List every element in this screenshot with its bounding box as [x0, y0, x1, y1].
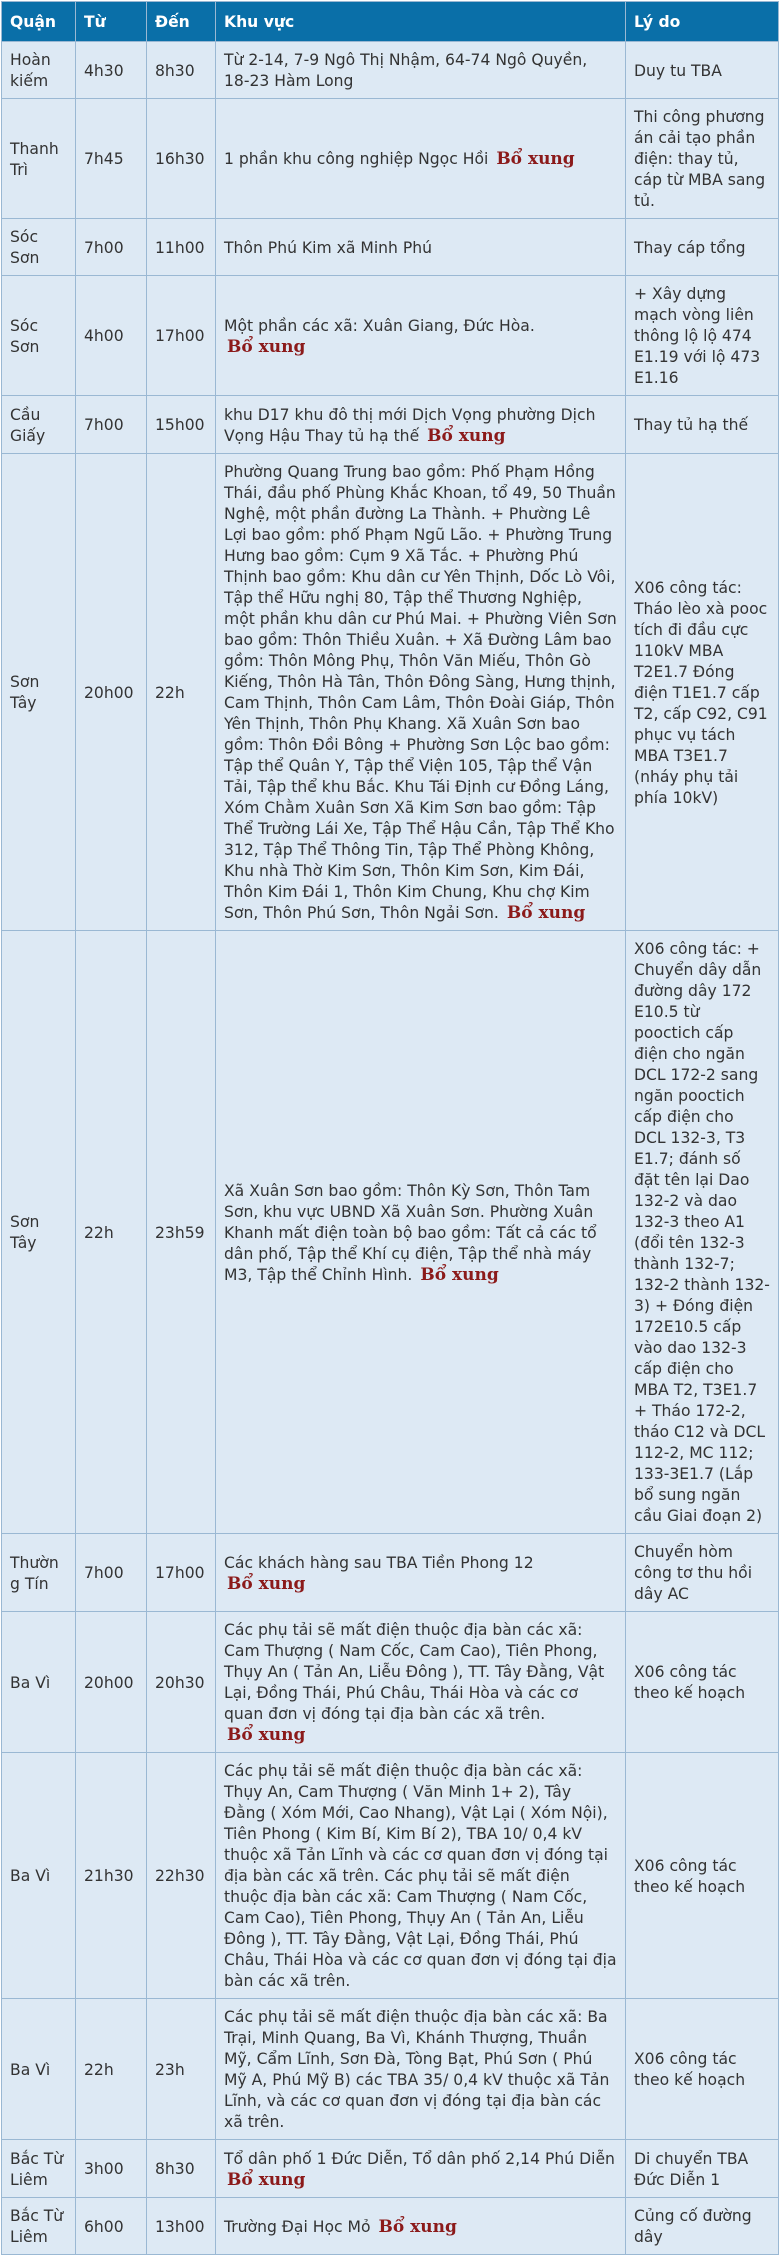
district-cell-text: Bắc Từ Liêm [10, 2149, 64, 2189]
reason-cell-text: X06 công tác theo kế hoạch [634, 2050, 746, 2089]
supplement-label: Bổ xung [227, 2169, 306, 2190]
to-time-cell-text: 8h30 [155, 61, 195, 80]
supplement-label: Bổ xung [227, 1725, 306, 1745]
reason-cell [626, 276, 779, 396]
area-cell-text: Một phần các xã: Xuân Giang, Đức Hòa. [224, 316, 535, 335]
table-row [2, 1612, 779, 1753]
to-time-cell [147, 99, 216, 219]
from-time-cell [76, 42, 147, 99]
area-cell-text: Phường Quang Trung bao gồm: Phố Phạm Hồng Thái, đầu phố Phùng Khắc Khoan, tổ 49, 50 Thuần Nghệ, một phần đường La Thành. + Phường Lê Lợi bao gồm: phố Phạm Ngũ Lão. + Phường Trung Hưng bao gồm: Cụm 9 Xã Tắc. + Phường Phú Thịnh bao gồm: Khu dân cư Yên Thịnh, Dốc Lò Vôi, Tập thể Hữu nghị 80, Tập thể Thương Nghiệp, một phần khu dân cư Phú Mai. + Phường Viên Sơn bao gồm: Thôn Thiều Xuân. + Xã Đường Lâm bao gồm: Thôn Mông Phụ, Thôn Văn Miếu, Thôn Gò Kiếng, Thôn Hà Tân, Thôn Đông Sàng, Hưng thịnh, Cam Thịnh, Thôn Cam Lâm, Thôn Đoài Giáp, Thôn Yên Thịnh, Thôn Phụ Khang. Xã Xuân Sơn bao gồm: Thôn Đồi Bông + Phường Sơn Lộc bao gồm: Tập thể Quân Y, Tập thể Viện 105, Tập thể Vận Tải, Tập thể khu Bắc. Khu Tái Định cư Đồng Láng, Xóm Chằm Xuân Sơn Xã Kim Sơn bao gồm: Tập Thể Trường Lái Xe, Tập Thể Hậu Cần, Tập Thể Kho 312, Tập Thể Thông Tin, Tập Thể Phòng Không, Khu nhà Thờ Kim Sơn, Thôn Kim Sơn, Kim Đái, Thôn Kim Đái 1, Thôn Kim Chung, Khu chợ Kim Sơn, Thôn Phú Sơn, Thôn Ngải Sơn. [224, 463, 617, 922]
reason-cell-text: Củng cố đường dây [634, 2207, 752, 2246]
to-time-cell-text: 11h00 [155, 238, 205, 257]
from-time-cell-text: 20h00 [84, 683, 134, 702]
area-cell-text: Các phụ tải sẽ mất điện thuộc địa bàn các xã: Thụy An, Cam Thượng ( Văn Minh 1+ 2), Tây Đằng ( Xóm Mới, Cao Nhang), Vật Lại ( Xóm Nội), Tiên Phong ( Kim Bí, Kim Bí 2), TBA 10/ 0,4 kV thuộc xã Tản Lĩnh và các cơ quan đơn vị đóng tại địa bàn các xã trên. Các phụ tải sẽ mất điện thuộc địa bàn các xã: Cam Thượng ( Nam Cốc, Cam Cao), Tiên Phong, Thụy An ( Tản An, Liễu Đông ), TT. Tây Đằng, Vật Lại, Đồng Thái, Phú Châu, Thái Hòa và các cơ quan đơn vị đóng tại địa bàn các xã trên. [224, 1762, 617, 1990]
district-cell [2, 454, 76, 931]
to-time-cell-text: 17h00 [155, 1564, 205, 1582]
district-cell [2, 42, 76, 99]
to-time-cell-text: 23h59 [155, 1223, 205, 1242]
area-cell-text: Các phụ tải sẽ mất điện thuộc địa bàn các xã: Ba Trại, Minh Quang, Ba Vì, Khánh Thượng, Thuần Mỹ, Cẩm Lĩnh, Sơn Đà, Tòng Bạt, Phú Sơn ( Phú Mỹ A, Phú Mỹ B) các TBA 35/ 0,4 kV thuộc xã Tản Lĩnh, và các cơ quan đơn vị đóng tại địa bàn các xã trên. [224, 2008, 610, 2131]
reason-cell [626, 931, 779, 1534]
from-time-cell-text: 7h00 [84, 238, 124, 257]
to-time-cell-text: 15h00 [155, 416, 205, 434]
area-cell-text: Các khách hàng sau TBA Tiền Phong 12 [224, 1553, 534, 1572]
from-time-cell-text: 7h00 [84, 416, 124, 434]
area-cell [216, 219, 626, 276]
to-time-cell-text: 23h [155, 2060, 185, 2079]
from-time-cell-text: 6h00 [84, 2217, 124, 2236]
from-time-cell [76, 931, 147, 1534]
to-time-cell [147, 1753, 216, 1999]
district-cell-text: Hoàn kiếm [10, 51, 51, 90]
area-cell-text: Trường Đại Học Mỏ [224, 2217, 371, 2236]
reason-cell [626, 1534, 779, 1612]
table-row [2, 454, 779, 931]
area-cell [216, 396, 626, 454]
to-time-cell [147, 396, 216, 454]
district-cell [2, 276, 76, 396]
area-cell [216, 42, 626, 99]
district-cell-text: Ba Vì [10, 1867, 51, 1885]
reason-cell-text: Duy tu TBA [634, 61, 722, 80]
from-time-cell [76, 219, 147, 276]
reason-cell-text: X06 công tác theo kế hoạch [634, 1856, 746, 1896]
table-row [2, 396, 779, 454]
header-to: Đến [147, 2, 216, 42]
reason-cell-text: X06 công tác: Tháo lèo xà pooc tích đi đầu cực 110kV MBA T2E1.7 Đóng điện T1E1.7 cấp T2, cấp C92, C91 phục vụ tách MBA T3E1.7 (nháy phụ tải phía 10kV) [634, 578, 768, 807]
from-time-cell [76, 454, 147, 931]
area-cell [216, 1534, 626, 1612]
area-cell [216, 276, 626, 396]
supplement-label: Bổ xung [427, 425, 506, 446]
from-time-cell [76, 396, 147, 454]
to-time-cell-text: 22h30 [155, 1867, 205, 1885]
district-cell [2, 396, 76, 454]
to-time-cell [147, 931, 216, 1534]
header-area: Khu vực [216, 2, 626, 42]
table-row [2, 42, 779, 99]
area-cell-text: khu D17 khu đô thị mới Dịch Vọng phường Dịch Vọng Hậu Thay tủ hạ thế [224, 405, 596, 445]
from-time-cell [76, 1612, 147, 1753]
district-cell-text: Sơn Tây [10, 1213, 40, 1252]
to-time-cell [147, 219, 216, 276]
reason-cell-text: X06 công tác: + Chuyển dây dẫn đường dây 172 E10.5 từ pooctich cấp điện cho ngăn DCL 172-2 sang ngăn pooctich cấp điện cho DCL 132-3, T3 E1.7; đánh số đặt tên lại Dao 132-2 và dao 132-3 theo A1 (đổi tên 132-3 thành 132-7; 132-2 thành 132-3) + Đóng điện 172E10.5 cấp vào dao 132-3 cấp điện cho MBA T2, T3E1.7 + Tháo 172-2, tháo C12 và DCL 112-2, MC 112; 133-3E1.7 (Lắp bổ sung ngăn cầu Giai đoạn 2) [634, 940, 770, 1525]
table-row [2, 1999, 779, 2140]
area-cell-text: Từ 2-14, 7-9 Ngô Thị Nhậm, 64-74 Ngô Quyền, 18-23 Hàm Long [224, 51, 588, 90]
area-cell-text: Thôn Phú Kim xã Minh Phú [224, 238, 433, 257]
district-cell [2, 99, 76, 219]
area-cell [216, 2140, 626, 2198]
from-time-cell [76, 1753, 147, 1999]
table-row [2, 2140, 779, 2198]
supplement-label: Bổ xung [496, 149, 575, 169]
district-cell-text: Thanh Trì [10, 139, 59, 179]
to-time-cell-text: 8h30 [155, 2160, 195, 2178]
from-time-cell-text: 7h45 [84, 150, 124, 168]
district-cell [2, 1534, 76, 1612]
to-time-cell-text: 13h00 [155, 2217, 205, 2236]
from-time-cell-text: 20h00 [84, 1673, 134, 1692]
reason-cell [626, 1612, 779, 1753]
reason-cell [626, 396, 779, 454]
area-cell-text: Các phụ tải sẽ mất điện thuộc địa bàn các xã: Cam Thượng ( Nam Cốc, Cam Cao), Tiên Phong, Thụy An ( Tản An, Liễu Đông ), TT. Tây Đằng, Vật Lại, Đồng Thái, Phú Châu, Thái Hòa và các cơ quan đơn vị đóng tại địa bàn các xã trên. [224, 1621, 605, 1723]
area-cell-text: 1 phần khu công nghiệp Ngọc Hồi [224, 150, 489, 168]
reason-cell [626, 1999, 779, 2140]
from-time-cell [76, 2198, 147, 2255]
reason-cell-text: Thi công phương án cải tạo phần điện: thay tủ, cáp từ MBA sang tủ. [634, 108, 766, 210]
to-time-cell [147, 2198, 216, 2255]
table-body [2, 42, 779, 2255]
district-cell [2, 931, 76, 1534]
area-cell [216, 931, 626, 1534]
district-cell-text: Ba Vì [10, 1673, 51, 1692]
supplement-label: Bổ xung [506, 903, 586, 923]
area-cell [216, 2198, 626, 2255]
district-cell [2, 1612, 76, 1753]
to-time-cell [147, 2140, 216, 2198]
from-time-cell-text: 4h00 [84, 327, 124, 345]
to-time-cell [147, 1612, 216, 1753]
to-time-cell [147, 42, 216, 99]
district-cell-text: Bắc Từ Liêm [10, 2207, 64, 2246]
supplement-label: Bổ xung [378, 2216, 457, 2237]
to-time-cell-text: 20h30 [155, 1673, 205, 1692]
to-time-cell-text: 22h [155, 683, 185, 702]
from-time-cell-text: 21h30 [84, 1867, 134, 1885]
table-row [2, 99, 779, 219]
header-reason: Lý do [626, 2, 779, 42]
table-row [2, 1753, 779, 1999]
to-time-cell-text: 16h30 [155, 150, 205, 168]
to-time-cell [147, 454, 216, 931]
reason-cell-text: X06 công tác theo kế hoạch [634, 1663, 746, 1702]
reason-cell [626, 219, 779, 276]
reason-cell [626, 1753, 779, 1999]
district-cell [2, 1999, 76, 2140]
supplement-label: Bổ xung [420, 1264, 499, 1285]
reason-cell-text: Di chuyển TBA Đức Diễn 1 [634, 2149, 749, 2189]
table-row [2, 931, 779, 1534]
to-time-cell [147, 1999, 216, 2140]
reason-cell [626, 2140, 779, 2198]
supplement-label: Bổ xung [227, 336, 306, 357]
outage-table [1, 1, 779, 2255]
district-cell [2, 219, 76, 276]
area-cell [216, 1753, 626, 1999]
from-time-cell [76, 2140, 147, 2198]
from-time-cell [76, 99, 147, 219]
to-time-cell [147, 276, 216, 396]
table-header-row [2, 2, 779, 42]
area-cell [216, 99, 626, 219]
reason-cell-text: Chuyển hòm công tơ thu hồi dây AC [634, 1543, 753, 1603]
area-cell [216, 1612, 626, 1753]
from-time-cell [76, 276, 147, 396]
to-time-cell-text: 17h00 [155, 327, 205, 345]
header-district: Quận [2, 2, 76, 42]
district-cell-text: Thường Tín [10, 1553, 59, 1593]
district-cell [2, 2140, 76, 2198]
from-time-cell [76, 1999, 147, 2140]
from-time-cell-text: 22h [84, 1223, 114, 1242]
district-cell-text: Cầu Giấy [10, 405, 46, 445]
district-cell [2, 1753, 76, 1999]
table-row [2, 276, 779, 396]
area-cell [216, 1999, 626, 2140]
from-time-cell-text: 7h00 [84, 1564, 124, 1582]
area-cell-text: Xã Xuân Sơn bao gồm: Thôn Kỳ Sơn, Thôn Tam Sơn, khu vực UBND Xã Xuân Sơn. Phường Xuân Khanh mất điện toàn bộ bao gồm: Tất cả các tổ dân phố, Tập thể Khí cụ điện, Tập thể nhà máy M3, Tập thể Chỉnh Hình. [224, 1181, 597, 1284]
district-cell-text: Ba Vì [10, 2060, 51, 2079]
from-time-cell [76, 1534, 147, 1612]
from-time-cell-text: 3h00 [84, 2160, 124, 2178]
reason-cell [626, 42, 779, 99]
from-time-cell-text: 22h [84, 2060, 114, 2079]
district-cell-text: Sóc Sơn [10, 228, 40, 267]
reason-cell [626, 454, 779, 931]
area-cell [216, 454, 626, 931]
reason-cell [626, 2198, 779, 2255]
reason-cell [626, 99, 779, 219]
table-row [2, 219, 779, 276]
table-row [2, 2198, 779, 2255]
reason-cell-text: + Xây dựng mạch vòng liên thông lộ lộ 474 E1.19 với lộ 473 E1.16 [634, 285, 761, 387]
supplement-label: Bổ xung [227, 1573, 306, 1594]
district-cell [2, 2198, 76, 2255]
area-cell-text: Tổ dân phố 1 Đức Diễn, Tổ dân phố 2,14 Phú Diễn [224, 2149, 615, 2168]
reason-cell-text: Thay tủ hạ thế [634, 416, 749, 434]
from-time-cell-text: 4h30 [84, 61, 124, 80]
reason-cell-text: Thay cáp tổng [634, 238, 746, 257]
district-cell-text: Sóc Sơn [10, 316, 40, 356]
district-cell-text: Sơn Tây [10, 673, 40, 712]
to-time-cell [147, 1534, 216, 1612]
table-row [2, 1534, 779, 1612]
header-from: Từ [76, 2, 147, 42]
